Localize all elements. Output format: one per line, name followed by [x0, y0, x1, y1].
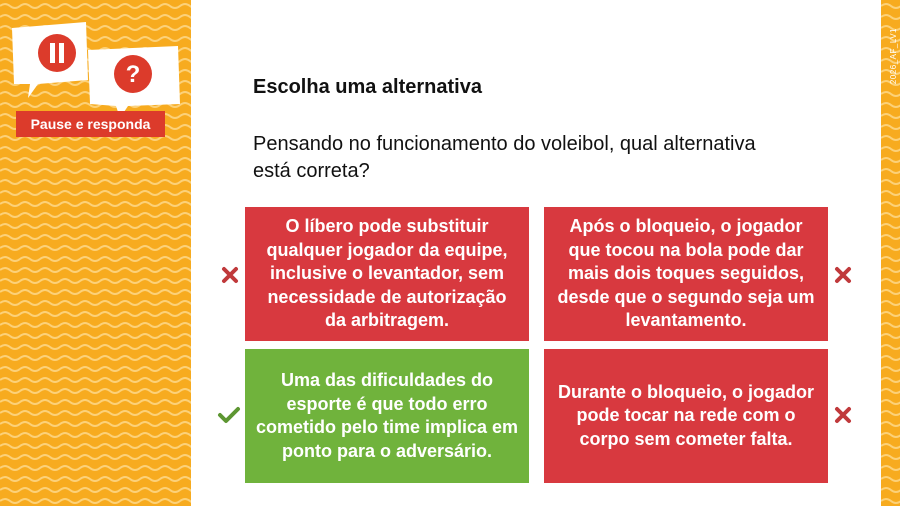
- pause-icon: [38, 34, 76, 72]
- pause-question-badge: [8, 18, 188, 118]
- page-title: Escolha uma alternativa: [253, 76, 482, 98]
- option-text: Uma das dificuldades do esporte é que todo erro cometido pelo time implica em ponto para o adversário.: [255, 370, 519, 461]
- pause-respond-label: Pause e responda: [16, 111, 165, 137]
- option-card[interactable]: [544, 349, 828, 483]
- option-card[interactable]: [245, 207, 529, 341]
- x-mark-icon: [220, 265, 240, 285]
- question-text: Pensando no funcionamento do voleibol, qual alternativa está correta?: [253, 133, 756, 182]
- x-mark-icon: [833, 265, 853, 285]
- check-mark-icon: [217, 405, 241, 425]
- option-card[interactable]: [245, 349, 529, 483]
- decorative-right-strip: [881, 0, 900, 506]
- option-text: Durante o bloqueio, o jogador pode tocar na rede com o corpo sem cometer falta.: [558, 381, 814, 449]
- decorative-side-panel: [0, 0, 191, 506]
- option-card[interactable]: [544, 207, 828, 341]
- x-mark-icon: [833, 405, 853, 425]
- side-code: 2026_AF_LV1: [889, 28, 898, 85]
- svg-text:?: ?: [125, 61, 141, 88]
- option-text: O líbero pode substituir qualquer jogador da equipe, inclusive o levantador, sem necessidade de autorização da arbitragem.: [266, 216, 508, 331]
- option-text: Após o bloqueio, o jogador que tocou na bola pode dar mais dois toques seguidos, desde que o segundo seja um levantamento.: [557, 216, 815, 331]
